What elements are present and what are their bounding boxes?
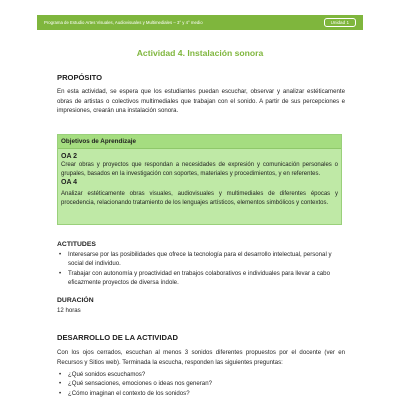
development-section <box>57 333 345 398</box>
document-header-bar <box>37 15 363 30</box>
questions-list <box>57 370 345 398</box>
list-item: • ¿Cómo imaginan el contexto de los sonidos? <box>67 389 345 398</box>
program-title: Programa de Estudio Artes Visuales, Audiovisuales y Multimediales – 3° y 4° medio <box>44 20 203 25</box>
objectives-header: Objetivos de Aprendizaje <box>58 135 341 149</box>
duration-value: 12 horas <box>57 307 81 314</box>
unit-badge: Unidad 1 <box>324 18 356 27</box>
list-item: • Interesarse por las posibilidades que ofrece la tecnología para el desarrollo intelectual, personal y social del individuo. <box>67 250 345 269</box>
list-item: • Trabajar con autonomía y proactividad en trabajos colaborativos e individuales para llevar a cabo eficazmente proyectos de diversa índole. <box>67 269 345 288</box>
duration-heading: DURACIÓN <box>57 297 94 304</box>
objective-text: Crear obras y proyectos que respondan a necesidades de expresión y comunicación personales o grupales, basados en la investigación con soportes, materiales y procedimientos, y en referentes. <box>61 162 338 177</box>
attitudes-list <box>57 250 345 287</box>
purpose-heading: PROPÓSITO <box>57 73 103 82</box>
objective-code: OA 2 <box>61 153 78 160</box>
learning-objectives-box <box>57 134 342 225</box>
duration-section <box>57 297 345 316</box>
objective-text: Analizar estéticamente obras visuales, audiovisuales y multimediales de diferentes épocas y procedencia, relacionando tratamiento de los lenguajes artísticos, elementos simbólicos y contextos. <box>61 191 338 206</box>
attitudes-section <box>57 241 345 287</box>
development-text: Con los ojos cerrados, escuchan al menos 3 sonidos diferentes propuestos por el docente (ver en Recursos y Sitios web). Terminada la escucha, responden las siguientes preguntas: <box>57 349 345 366</box>
objective-code: OA 4 <box>61 179 78 186</box>
attitudes-heading: ACTITUDES <box>57 241 96 248</box>
list-item: • ¿Qué sonidos escuchamos? <box>67 370 345 379</box>
activity-title: Actividad 4. Instalación sonora <box>136 48 264 58</box>
purpose-section <box>57 73 345 116</box>
list-item: • ¿Qué sensaciones, emociones o ideas nos generan? <box>67 379 345 388</box>
purpose-text: En esta actividad, se espera que los estudiantes puedan escuchar, observar y analizar estéticamente obras de artistas o colectivos multimediales que trabajan con el sonido. A partir de sus percepciones e impresiones, crearán una instalación sonora. <box>57 88 345 114</box>
development-heading: DESARROLLO DE LA ACTIVIDAD <box>57 333 178 342</box>
